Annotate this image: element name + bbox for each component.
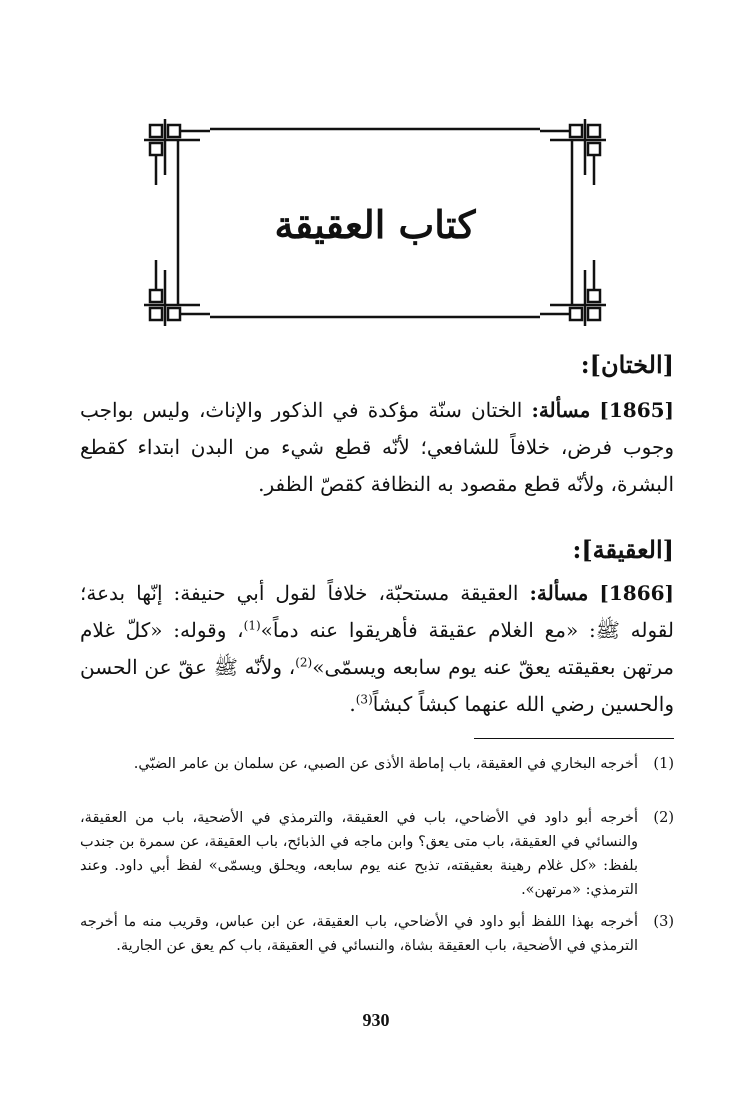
issue-text: الختان سنّة مؤكدة في الذكور والإناث، وليس بواجب وجوب فرض، خلافاً للشافعي؛ لأنّه قطع شيء من البدن ابتداء كقطع البشرة، ولأنّه قطع مقصود به النظافة كقصّ الظفر. bbox=[80, 398, 674, 496]
footnote-number: (1) bbox=[653, 756, 674, 772]
footnote-divider bbox=[474, 738, 674, 739]
footnote-number: (2) bbox=[653, 810, 674, 826]
chapter-title: كتاب العقيقة bbox=[274, 202, 476, 247]
footnote-number: (3) bbox=[653, 914, 674, 930]
issue-text: العقيقة مستحبّة، خلافاً لقول أبي حنيفة: إنّها بدعة؛ لقوله ﷺ: «مع الغلام عقيقة فأهريقوا عنه دماً» bbox=[80, 581, 675, 642]
footnote-2 bbox=[80, 806, 674, 902]
paragraph-1866 bbox=[80, 575, 674, 723]
issue-label: مسألة: bbox=[529, 581, 589, 605]
footnote-3 bbox=[80, 910, 674, 958]
section-heading-circumcision: [الختان]: bbox=[580, 350, 674, 379]
footnote-text: أخرجه أبو داود في الأضاحي، باب في العقيقة، والترمذي في الأضحية، باب من العقيقة، والنسائي في العقيقة، باب متى يعق؟ وابن ماجه في الذبائح، باب العقيقة، عن سمرة بن جندب بلفظ: «كل غلام رهينة بعقيقته، تذبح عنه يوم سابعه، ويحلق ويسمّى» لفظ أبي داود. وعند الترمذي: «مرتهن». bbox=[80, 810, 638, 898]
section-heading-aqiqah: [العقيقة]: bbox=[572, 535, 674, 564]
issue-number: [1865] bbox=[599, 398, 675, 422]
footnote-text: أخرجه البخاري في العقيقة، باب إماطة الأذى عن الصبي، عن سلمان بن عامر الضبّي. bbox=[133, 756, 638, 772]
page-number: 930 bbox=[362, 1010, 390, 1030]
footnote-text: أخرجه بهذا اللفظ أبو داود في الأضاحي، باب العقيقة، عن ابن عباس، وقريب منه ما أخرجه الترمذي في الأضحية، باب العقيقة بشاة، والنسائي في العقيقة، باب كم يعق عن الجارية. bbox=[80, 914, 638, 954]
issue-text: ، وقوله: «كلّ غلام مرتهن بعقيقته يعقّ عنه يوم سابعه ويسمّى» bbox=[80, 618, 675, 679]
footnote-ref-1: (1) bbox=[243, 618, 261, 633]
issue-number: [1866] bbox=[599, 581, 675, 605]
paragraph-1865 bbox=[80, 392, 674, 503]
footnote-1 bbox=[80, 752, 674, 776]
issue-text: ، ولأنّه ﷺ عقّ عن الحسن والحسين رضي الله عنهما كبشاً كبشاً bbox=[80, 655, 674, 716]
issue-text: . bbox=[349, 692, 356, 716]
footnote-ref-2: (2) bbox=[295, 655, 313, 670]
footnote-ref-3: (3) bbox=[355, 692, 373, 707]
issue-label: مسألة: bbox=[531, 398, 591, 422]
